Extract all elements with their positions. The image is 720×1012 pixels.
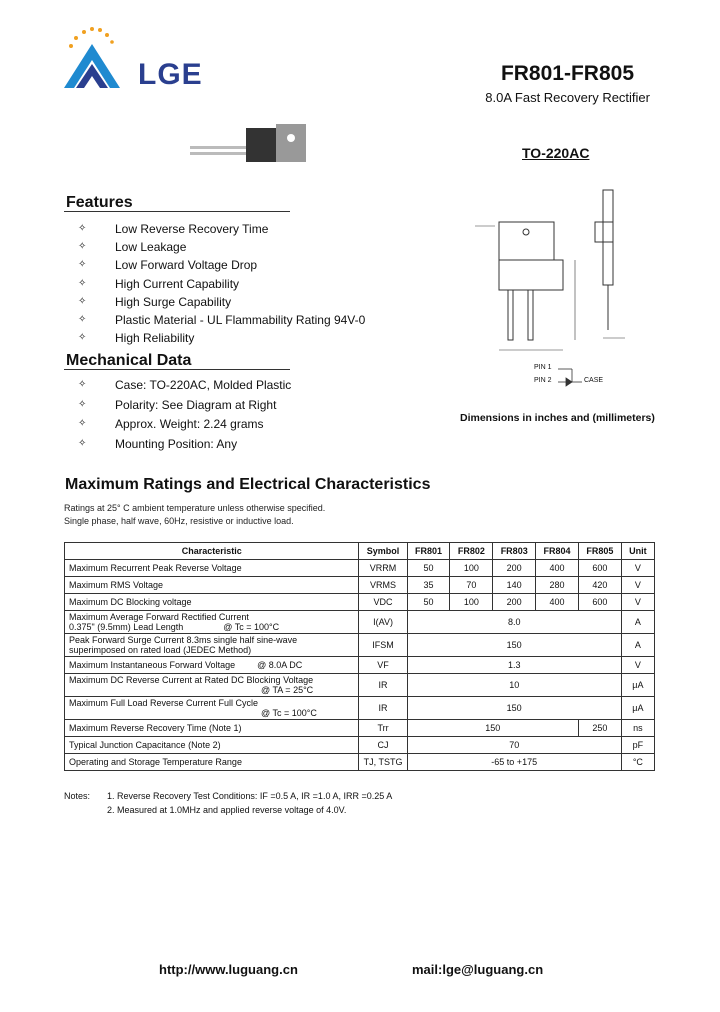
table-row: Maximum Full Load Reverse Current Full Cycle @ Tc = 100°C IR 150 μA [65, 697, 655, 720]
list-item: ✧ Plastic Material - UL Flammability Rating 94V-0 [78, 312, 366, 327]
bullet-icon: ✧ [78, 241, 87, 253]
list-item: ✧ Approx. Weight: 2.24 grams [78, 417, 264, 431]
polarity-diagram [520, 362, 610, 388]
features-heading: Features [66, 194, 133, 211]
case-label: CASE [584, 377, 604, 384]
bullet-icon: ✧ [78, 313, 87, 325]
part-title: FR801-FR805 [500, 62, 634, 85]
mechanical-heading: Mechanical Data [66, 352, 192, 369]
note-1: 1. Reverse Recovery Test Conditions: IF =0.5 A, IR =1.0 A, IRR =0.25 A [107, 791, 393, 801]
col-header: FR805 [578, 543, 621, 560]
col-header: FR801 [407, 543, 450, 560]
features-list [65, 220, 395, 347]
table-row: Typical Junction Capacitance (Note 2) CJ 70 pF [65, 737, 655, 754]
bullet-icon: ✧ [78, 379, 87, 390]
features-rule [64, 211, 290, 212]
ratings-heading: Maximum Ratings and Electrical Characteristics [65, 476, 431, 493]
list-item: ✧ High Current Capability [78, 276, 240, 291]
ratings-note-2: Single phase, half wave, 60Hz, resistive or inductive load. [64, 516, 294, 526]
part-subtitle: 8.0A Fast Recovery Rectifier [485, 90, 650, 105]
list-item: ✧ Polarity: See Diagram at Right [78, 397, 277, 412]
list-item: ✧ High Surge Capability [78, 294, 232, 309]
table-row: Maximum Average Forward Rectified Current 0.375" (9.5mm) Lead Length @ Tc = 100°C I(AV) 8.0 A [65, 611, 655, 634]
bullet-icon: ✧ [78, 437, 87, 449]
mechanical-rule [64, 369, 290, 370]
component-image [188, 120, 318, 170]
list-item: ✧ Low Forward Voltage Drop [78, 258, 258, 273]
bullet-icon: ✧ [78, 223, 87, 234]
bullet-icon: ✧ [78, 398, 87, 410]
col-header: FR803 [493, 543, 536, 560]
col-header: Symbol [359, 543, 407, 560]
col-header: Characteristic [65, 543, 359, 560]
package-title: TO-220AC [522, 145, 590, 161]
logo-mark [62, 26, 132, 96]
list-item: ✧ High Reliability [78, 331, 195, 346]
col-header: FR802 [450, 543, 493, 560]
ratings-table [64, 542, 655, 771]
table-row: Maximum Instantaneous Forward Voltage @ 8.0A DC VF 1.3 V [65, 657, 655, 674]
table-row: Maximum Reverse Recovery Time (Note 1) Trr 150 250 ns [65, 720, 655, 737]
dimension-caption: Dimensions in inches and (millimeters) [460, 412, 655, 424]
ratings-note-1: Ratings at 25° C ambient temperature unless otherwise specified. [64, 503, 326, 513]
table-row: Maximum DC Blocking voltage VDC 50 100 200 400 600 V [65, 594, 655, 611]
bullet-icon: ✧ [78, 277, 87, 289]
footer-email[interactable]: mail:lge@luguang.cn [412, 962, 544, 977]
table-row: Maximum RMS Voltage VRMS 35 70 140 280 420 V [65, 577, 655, 594]
pin1-label: PIN 1 [534, 364, 552, 371]
list-item: ✧ Mounting Position: Any [78, 436, 238, 451]
list-item: ✧ Case: TO-220AC, Molded Plastic [78, 378, 292, 392]
note-2: 2. Measured at 1.0MHz and applied reverse voltage of 4.0V. [107, 805, 347, 815]
bullet-icon: ✧ [78, 259, 87, 271]
bullet-icon: ✧ [78, 295, 87, 307]
col-header: FR804 [536, 543, 579, 560]
list-item: ✧ Low Reverse Recovery Time [78, 222, 269, 236]
table-row: Maximum Recurrent Peak Reverse Voltage VRRM 50 100 200 400 600 V [65, 560, 655, 577]
list-item: ✧ Low Leakage [78, 240, 187, 255]
col-header: Unit [621, 543, 654, 560]
footer-url[interactable]: http://www.luguang.cn [159, 962, 298, 977]
table-row: Peak Forward Surge Current 8.3ms single half sine-wave superimposed on rated load (JEDEC Method) IFSM 150 A [65, 634, 655, 657]
pin2-label: PIN 2 [534, 377, 552, 384]
bullet-icon: ✧ [78, 332, 87, 344]
table-row: Operating and Storage Temperature Range TJ, TSTG -65 to +175 °C [65, 754, 655, 771]
notes-label: Notes: [64, 791, 91, 801]
mechanical-list [65, 376, 395, 454]
bullet-icon: ✧ [78, 418, 87, 429]
brand-name: LGE [138, 58, 203, 91]
table-header-row [65, 543, 655, 560]
table-row: Maximum DC Reverse Current at Rated DC Blocking Voltage @ TA = 25°C IR 10 μA [65, 674, 655, 697]
